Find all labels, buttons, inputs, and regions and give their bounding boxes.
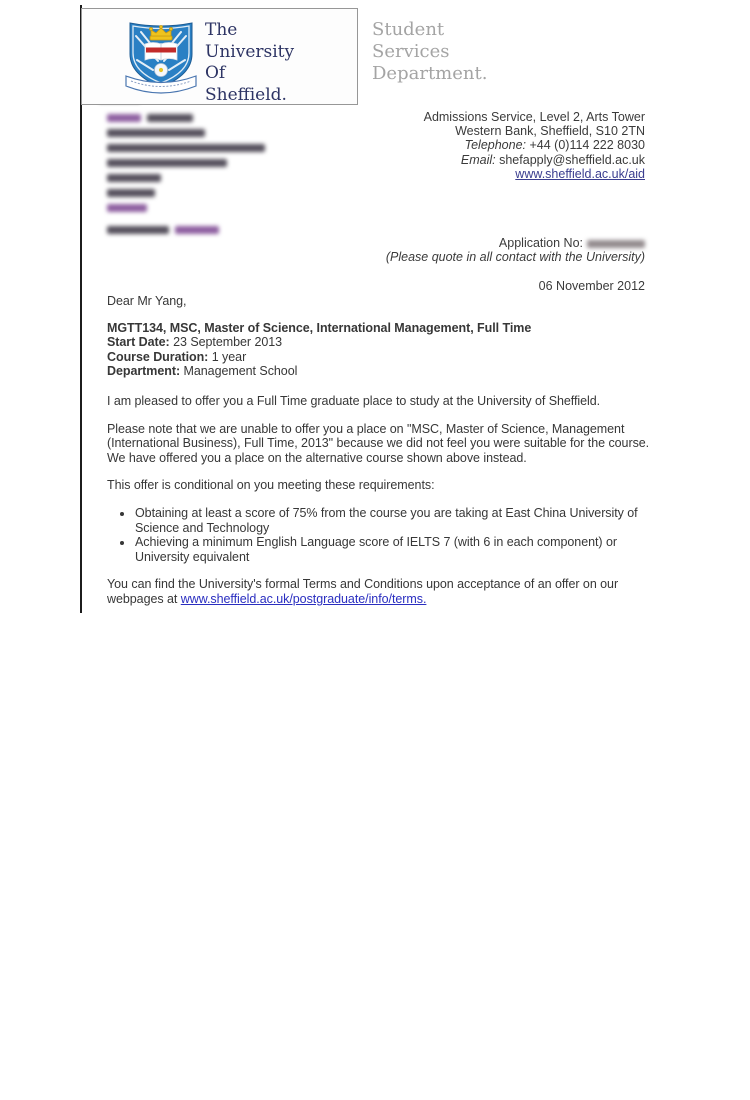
salutation: Dear Mr Yang, xyxy=(107,294,187,308)
redacted-text-bar xyxy=(107,226,169,234)
course-summary xyxy=(107,321,656,379)
detail-value: 23 September 2013 xyxy=(173,335,283,350)
redacted-text-bar xyxy=(107,174,161,182)
department-name-line: Services xyxy=(372,41,450,62)
closing-paragraph xyxy=(107,577,656,606)
department-name-line: Department. xyxy=(372,63,488,84)
requirements-list xyxy=(107,506,656,564)
university-name-line: Sheffield. xyxy=(205,84,287,105)
redacted-text-bar xyxy=(175,226,219,234)
letter-date: 06 November 2012 xyxy=(538,279,645,293)
application-quote-note: (Please quote in all contact with the University) xyxy=(385,250,645,265)
university-name-line: The xyxy=(205,20,238,40)
course-title: MGTT134, MSC, Master of Science, International Management, Full Time xyxy=(107,320,532,335)
email-label: Email: xyxy=(460,152,496,167)
application-number-label: Application No: xyxy=(498,236,583,250)
department-name-line: Student xyxy=(372,19,445,40)
detail-label: Course Duration: xyxy=(107,349,209,364)
contact-email xyxy=(325,153,645,167)
application-block xyxy=(305,236,645,265)
requirement-item: • Obtaining at least a score of 75% from the course you are taking at East China University of Science and Technology xyxy=(134,506,656,535)
contact-block xyxy=(325,110,645,181)
contact-address-line2: Western Bank, Sheffield, S10 2TN xyxy=(455,124,645,139)
university-name xyxy=(205,20,294,106)
redacted-text-bar xyxy=(107,114,141,122)
redacted-text-bar xyxy=(107,204,147,212)
telephone-value: +44 (0)114 222 8030 xyxy=(529,138,645,153)
letterhead-box xyxy=(81,8,358,105)
detail-label: Department: xyxy=(107,364,181,379)
university-name-line: University xyxy=(205,41,295,62)
letter-body xyxy=(107,294,656,620)
closing-text: You can find the University's formal Terms and Conditions upon acceptance of an offer on our webpages at xyxy=(107,577,619,606)
course-detail-row xyxy=(107,335,656,350)
redacted-text-bar xyxy=(107,159,227,167)
redacted-text-bar xyxy=(107,144,265,152)
email-value: shefapply@sheffield.ac.uk xyxy=(499,152,645,167)
requirement-item: • Achieving a minimum English Language score of IELTS 7 (with 6 in each component) or University equivalent xyxy=(134,535,656,564)
sheffield-crest-icon xyxy=(122,18,200,102)
contact-address-line1: Admissions Service, Level 2, Arts Tower xyxy=(423,110,645,124)
application-number-redacted xyxy=(587,240,645,248)
recipient-address-redacted xyxy=(107,110,265,215)
detail-label: Start Date: xyxy=(107,335,170,350)
aid-website-link[interactable]: www.sheffield.ac.uk/aid xyxy=(515,166,645,181)
contact-telephone xyxy=(325,138,645,152)
redacted-text-bar xyxy=(147,114,193,122)
department-name xyxy=(372,19,487,85)
agent-code-line-redacted xyxy=(107,222,219,237)
course-detail-row xyxy=(107,364,656,379)
redacted-text-bar xyxy=(107,129,205,137)
course-detail-row xyxy=(107,350,656,365)
university-name-line: Of xyxy=(205,63,226,83)
detail-value: Management School xyxy=(183,364,298,379)
application-number-line xyxy=(305,236,645,250)
alternative-course-paragraph: Please note that we are unable to offer you a place on "MSC, Master of Science, Management (International Business), Full Time, 2013" because we did not feel you were suitable for the course. We have offered you a place on the alternative course shown above instead. xyxy=(107,421,650,465)
offer-paragraph: I am pleased to offer you a Full Time graduate place to study at the University of Sheffield. xyxy=(107,393,601,408)
detail-value: 1 year xyxy=(211,349,247,364)
redacted-text-bar xyxy=(107,189,155,197)
telephone-label: Telephone: xyxy=(464,138,527,153)
conditional-paragraph: This offer is conditional on you meeting these requirements: xyxy=(107,478,435,493)
terms-link[interactable]: www.sheffield.ac.uk/postgraduate/info/terms. xyxy=(180,591,427,606)
